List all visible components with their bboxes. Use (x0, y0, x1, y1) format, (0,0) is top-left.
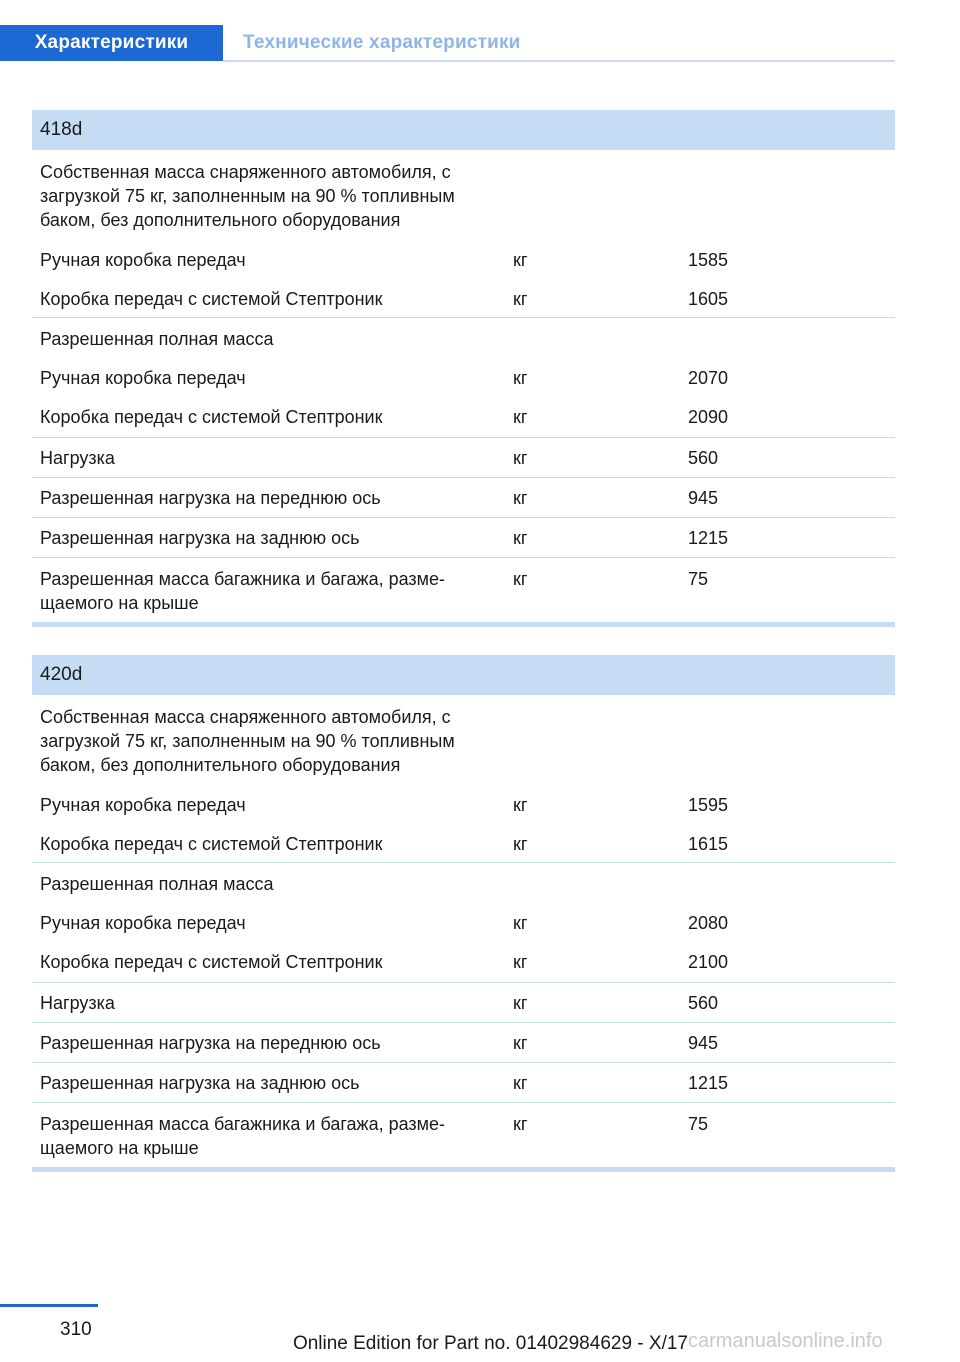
row-label: Ручная коробка передач (40, 368, 246, 388)
row-unit: кг (513, 569, 528, 589)
row-value: 2080 (688, 913, 729, 933)
row-unit: кг (513, 407, 528, 427)
row-label: Коробка передач с системой Стептроник (40, 407, 383, 427)
row-label: Собственная масса снаряженного автомобиля, с загрузкой 75 кг, заполненным на 90 % топливным баком, без дополнительного оборудования (40, 162, 455, 230)
table-row (32, 1103, 895, 1167)
table-row (32, 318, 895, 358)
row-unit: кг (513, 368, 528, 388)
row-label: Разрешенная полная масса (40, 329, 274, 349)
model-header: 420d (32, 655, 895, 695)
chapter-tab[interactable]: Характеристики (0, 25, 223, 61)
table-row (32, 478, 895, 518)
row-value: 2070 (688, 368, 729, 388)
table-row (32, 823, 895, 863)
row-value: 1215 (688, 1073, 729, 1093)
row-label: Разрешенная нагрузка на заднюю ось (40, 528, 360, 548)
table-row (32, 903, 895, 943)
row-value: 945 (688, 488, 719, 508)
page-header (0, 25, 895, 63)
row-unit: кг (513, 488, 528, 508)
row-unit: кг (513, 952, 528, 972)
table-row (32, 558, 895, 622)
table-row (32, 438, 895, 478)
row-value: 2100 (688, 952, 729, 972)
table-row (32, 278, 895, 318)
table-row (32, 1023, 895, 1063)
row-unit: кг (513, 913, 528, 933)
row-value: 560 (688, 448, 719, 468)
row-unit: кг (513, 993, 528, 1013)
row-unit: кг (513, 834, 528, 854)
row-value: 1215 (688, 528, 729, 548)
row-label: Разрешенная нагрузка на переднюю ось (40, 488, 381, 508)
row-unit: кг (513, 448, 528, 468)
header-divider (223, 60, 895, 62)
table-row (32, 863, 895, 903)
row-label: Коробка передач с системой Стептроник (40, 952, 383, 972)
table-row (32, 398, 895, 438)
row-label: Коробка передач с системой Стептроник (40, 834, 383, 854)
row-value: 75 (688, 569, 709, 589)
row-unit: кг (513, 528, 528, 548)
table-bottom-rule (32, 622, 895, 627)
page-number: 310 (60, 1319, 92, 1340)
row-label: Нагрузка (40, 448, 115, 468)
row-label: Ручная коробка передач (40, 250, 246, 270)
table-row (32, 238, 895, 278)
row-label: Ручная коробка передач (40, 795, 246, 815)
edition-note: Online Edition for Part no. 01402984629 - X/17 (292, 1333, 688, 1354)
table-row (32, 1063, 895, 1103)
row-label: Разрешенная нагрузка на заднюю ось (40, 1073, 360, 1093)
row-value: 560 (688, 993, 719, 1013)
model-header: 418d (32, 110, 895, 150)
row-label: Разрешенная нагрузка на переднюю ось (40, 1033, 381, 1053)
row-unit: кг (513, 1073, 528, 1093)
row-label: Ручная коробка передач (40, 913, 246, 933)
page-number-rule (0, 1304, 98, 1307)
table-bottom-rule (32, 1167, 895, 1172)
row-unit: кг (513, 289, 528, 309)
row-value: 1615 (688, 834, 729, 854)
table-row (32, 358, 895, 398)
row-value: 75 (688, 1114, 709, 1134)
row-value: 1585 (688, 250, 729, 270)
row-label: Разрешенная масса багажника и багажа, разме-щаемого на крыше (40, 1114, 446, 1158)
row-value: 1605 (688, 289, 729, 309)
row-label: Собственная масса снаряженного автомобиля, с загрузкой 75 кг, заполненным на 90 % топливным баком, без дополнительного оборудования (40, 707, 455, 775)
row-label: Нагрузка (40, 993, 115, 1013)
spec-table-420d (32, 655, 895, 1172)
row-unit: кг (513, 795, 528, 815)
section-title[interactable]: Технические характеристики (243, 32, 521, 53)
table-row (32, 783, 895, 823)
row-value: 2090 (688, 407, 729, 427)
row-label: Коробка передач с системой Стептроник (40, 289, 383, 309)
table-row (32, 983, 895, 1023)
table-row (32, 943, 895, 983)
table-row (32, 695, 895, 783)
row-unit: кг (513, 250, 528, 270)
row-value: 945 (688, 1033, 719, 1053)
row-unit: кг (513, 1114, 528, 1134)
row-unit: кг (513, 1033, 528, 1053)
table-row (32, 518, 895, 558)
table-row (32, 150, 895, 238)
row-label: Разрешенная масса багажника и багажа, разме-щаемого на крыше (40, 569, 446, 613)
row-label: Разрешенная полная масса (40, 874, 274, 894)
spec-table-418d (32, 110, 895, 627)
watermark: carmanualsonline.info (688, 1330, 883, 1352)
row-value: 1595 (688, 795, 729, 815)
